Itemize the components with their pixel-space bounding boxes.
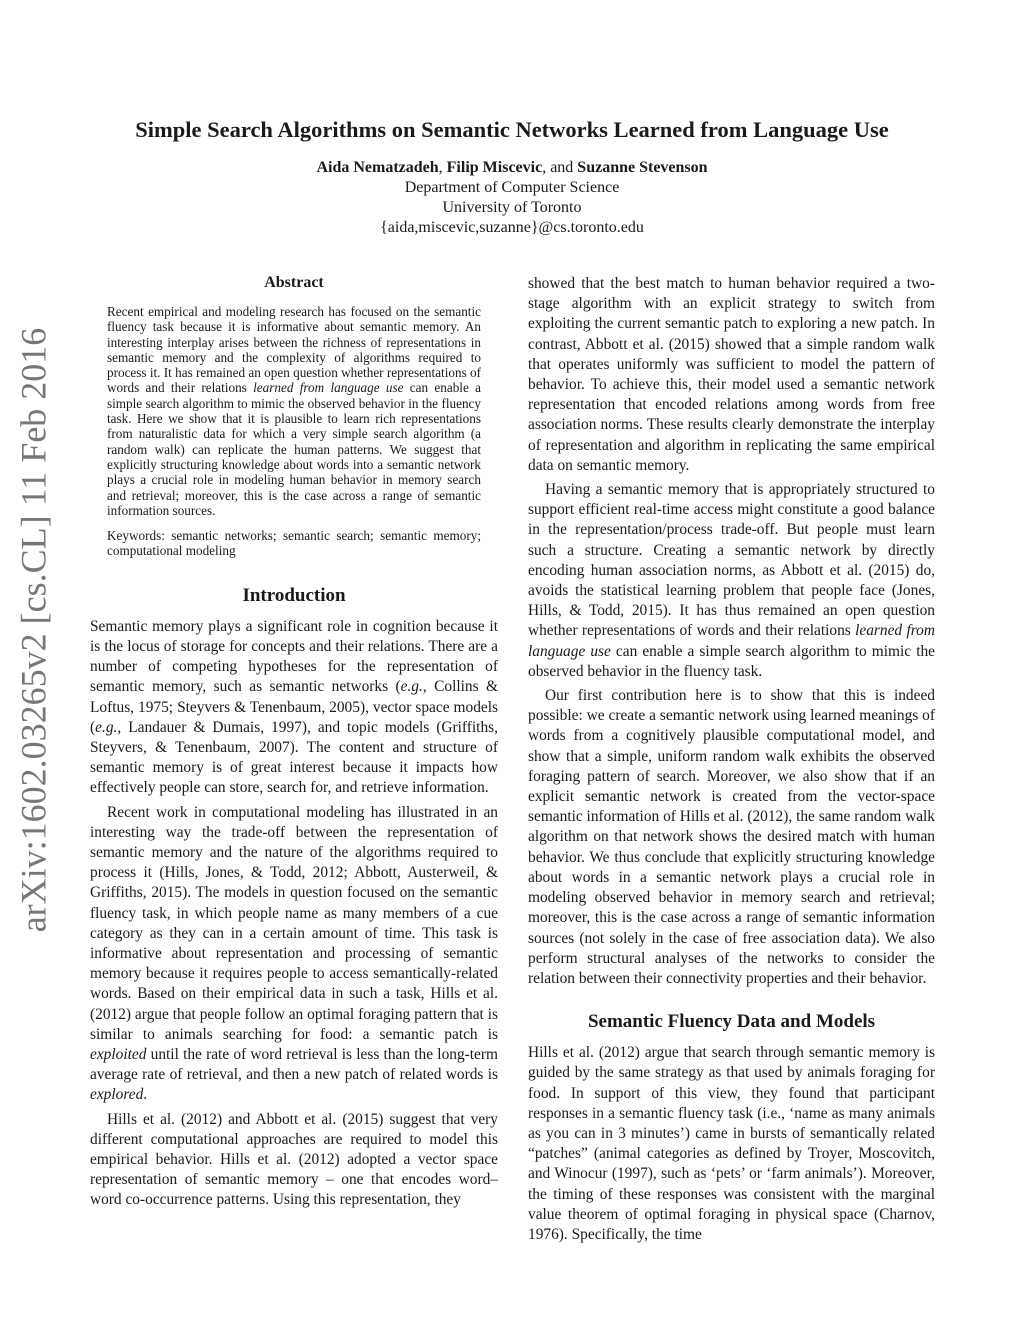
fluency-paragraph-1: Hills et al. (2012) argue that search through semantic memory is guided by the same strategy as that used by animals foraging for food. In support of this view, they found that participant responses in a semantic fluency task (i.e., ‘name as many animals as you can in 3 minutes’) came in bursts of semantically related “patches” (animal categories as defined by Troyer, Moscovitch, and Winocur (1997), such as ‘pets’ or ‘farm animals’). Moreover, the timing of these responses was consistent with the marginal value theorem of optimal foraging in physical space (Charnov, 1976). Specifically, the time [528,1044,935,1243]
right-column [528,274,935,1245]
intro-paragraph-6: Our first contribution here is to show that this is indeed possible: we create a semantic network using learned meanings of words from a cognitively plausible computational model, and show that a simple, uniform random walk exhibits the observed foraging pattern of search. Moreover, we also show that if an explicit semantic network is created from the vector-space semantic information of Hills et al. (2012), the same random walk algorithm on that network shows the desired match with human behavior. We thus conclude that explicitly structuring knowledge about words in a semantic network plays a crucial role in modeling observed behavior in memory search and retrieval; moreover, this is the case across a range of semantic information sources (not solely in the case of free association data). We also perform structural analyses of the networks to consider the relation between their connectivity properties and their behavior. [528,687,935,987]
abstract-paragraph: Recent empirical and modeling research has focused on the semantic fluency task because it is informative about semantic memory. An interesting interplay arises between the richness of representations in semantic memory and the complexity of algorithms required to process it. It has remained an open question whether representations of words and their relations learned from language use can enable a simple search algorithm to mimic the observed behavior in the fluency task. Here we show that it is plausible to learn rich representations from naturalistic data for which a very simple search algorithm (a random walk) can replicate the human patterns. We suggest that explicitly structuring knowledge about words into a semantic network plays a crucial role in modeling human behavior in memory search and retrieval; moreover, this is the case across a range of semantic information sources. [107,304,481,518]
author-names: Aida Nematzadeh, Filip Miscevic, and Suzanne Stevenson [316,159,708,176]
intro-paragraph-5: Having a semantic memory that is appropriately structured to support efficient real-time access might constitute a good balance in the representation/process trade-off. But people must learn such a structure. Creating a semantic network by directly encoding human association norms, as Abbott et al. (2015) do, avoids the statistical learning problem that people face (Jones, Hills, & Todd, 2015). It has thus remained an open question whether representations of words and their relations learned from language use can enable a simple search algorithm to mimic the observed behavior in the fluency task. [528,481,935,680]
intro-paragraph-1: Semantic memory plays a significant role in cognition because it is the locus of storage for concepts and their relations. There are a number of competing hypotheses for the representation of semantic memory, such as semantic networks (e.g., Collins & Loftus, 1975; Steyvers & Tenenbaum, 2005), vector space models (e.g., Landauer & Dumais, 1997), and topic models (Griffiths, Steyvers, & Tenenbaum, 2007). The content and structure of semantic memory is of great interest because it impacts how effectively people can store, search for, and retrieve information. [90,617,498,797]
paper-title: Simple Search Algorithms on Semantic Networks Learned from Language Use [135,117,889,142]
section-heading-semantic-fluency: Semantic Fluency Data and Models [587,1011,876,1033]
author-3: Suzanne Stevenson [577,159,708,176]
abstract-heading: Abstract [264,274,324,291]
intro-paragraph-3: Hills et al. (2012) and Abbott et al. (2015) suggest that very different computational approaches are required to model this empirical behavior. Hills et al. (2012) adopted a vector space representation of semantic memory – one that encodes word–word co-occurrence patterns. Using this representation, they [90,1110,498,1209]
intro-paragraph-4: showed that the best match to human behavior required a two-stage algorithm with an explicit strategy to switch from exploiting the current semantic patch to exploring a new patch. In contrast, Abbott et al. (2015) showed that a simple random walk that operates uniformly was sufficient to model the pattern of behavior. To achieve this, their model used a semantic network representation that encoded relations among words from free association norms. These results clearly demonstrate the interplay of representation and algorithm in replicating the same empirical data on semantic memory. [528,275,935,474]
author-block [0,158,1024,238]
keywords: Keywords: semantic networks; semantic search; semantic memory; computational modeling [107,528,481,559]
affiliation-university: University of Toronto [442,199,582,216]
intro-paragraph-2: Recent work in computational modeling has illustrated in an interesting way the trade-off between the representation of semantic memory and the nature of the algorithms required to process it (Hills, Jones, & Todd, 2012; Abbott, Austerweil, & Griffiths, 2015). The models in question focused on the semantic fluency task, in which people name as many members of a cue category as they can in a certain amount of time. This task is informative about representation and processing of semantic memory because it requires people to access semantically-related words. Based on their empirical data in such a task, Hills et al. (2012) argue that people follow an optimal foraging pattern that is similar to animals searching for food: a semantic patch is exploited until the rate of word retrieval is less than the long-term average rate of retrieval, and then a new patch of related words is explored. [90,803,498,1104]
author-1: Aida Nematzadeh [316,159,439,176]
author-emails: {aida,miscevic,suzanne}@cs.toronto.edu [380,219,644,236]
abstract-body [107,304,481,559]
affiliation-department: Department of Computer Science [404,179,620,196]
section-heading-introduction: Introduction [242,584,346,606]
arxiv-identifier-stamp [8,300,58,960]
arxiv-identifier-text: arXiv:1602.03265v2 [cs.CL] 11 Feb 2016 [13,327,54,933]
author-2: Filip Miscevic [446,159,543,176]
left-column [90,274,498,1211]
